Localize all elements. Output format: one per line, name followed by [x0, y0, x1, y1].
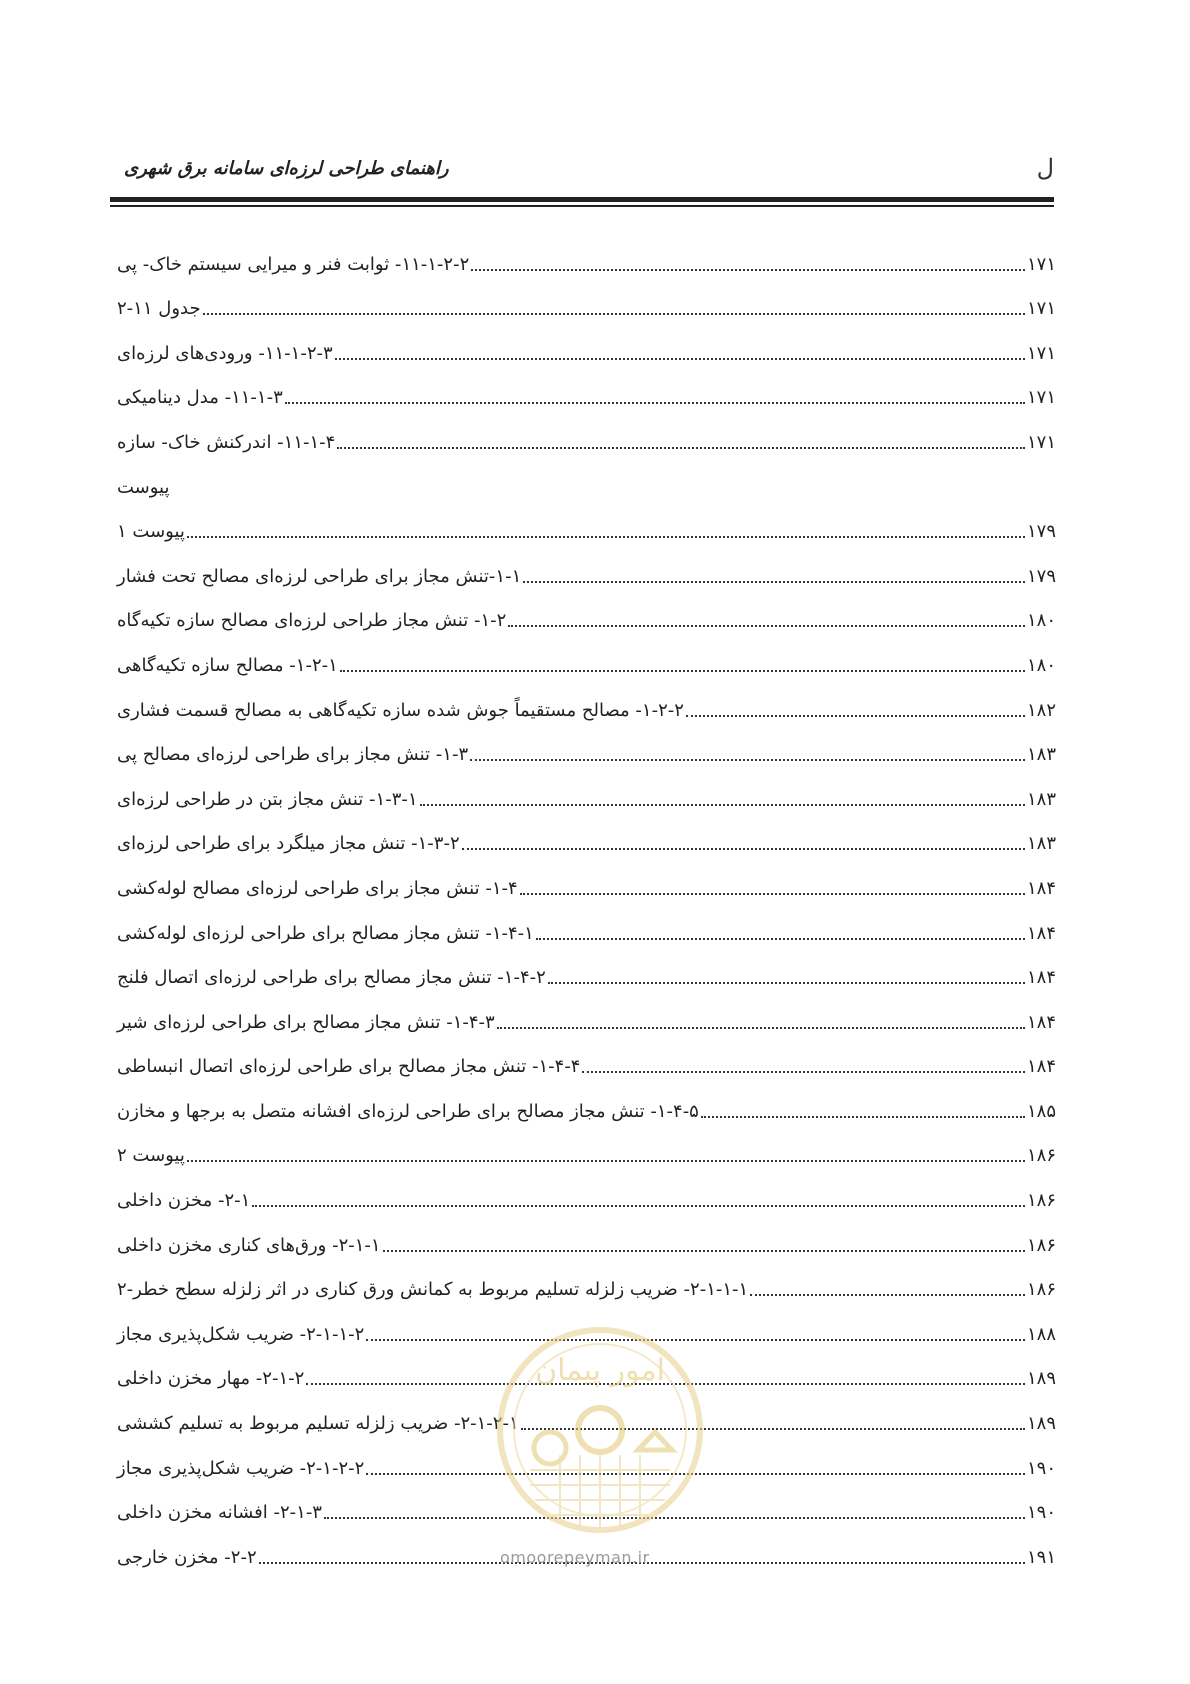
dot-leader [420, 804, 1025, 806]
toc-entry [115, 866, 1057, 911]
toc-entry-page: ۱۹۱ [1027, 1546, 1057, 1568]
toc-entry-title: ۲-۱-۲-۱- ضریب زلزله تسلیم مربوط به تسلیم کششی [117, 1413, 519, 1435]
dot-leader [187, 1160, 1025, 1162]
toc-entry [115, 331, 1057, 376]
toc-entry [115, 777, 1057, 822]
toc-entry-page: ۱۸۳ [1027, 788, 1057, 810]
dot-leader [203, 313, 1025, 315]
toc-entry-title: ۲-۱- مخزن داخلی [117, 1190, 251, 1212]
toc-entry [115, 420, 1057, 465]
toc-entry-title: ۲-۱-۱-۲- ضریب شکل‌پذیری مجاز [117, 1323, 365, 1345]
dot-leader [536, 938, 1025, 940]
toc-entry-page: ۱۹۰ [1027, 1502, 1057, 1524]
dot-leader [470, 759, 1025, 761]
dot-leader [366, 1473, 1025, 1475]
toc-entry-title: ۱-۳- تنش مجاز برای طراحی لرزه‌ای مصالح پی [117, 744, 469, 766]
toc-entry-page: ۱۸۳ [1027, 744, 1057, 766]
toc-entry-page: ۱۷۹ [1027, 521, 1057, 543]
toc-entry [115, 733, 1057, 778]
running-header [110, 154, 1054, 188]
toc-entry-page: ۱۷۱ [1027, 342, 1057, 364]
dot-leader [383, 1250, 1025, 1252]
toc-entry-page: ۱۸۰ [1027, 610, 1057, 632]
toc-entry [115, 242, 1057, 287]
toc-entry [115, 688, 1057, 733]
toc-entry-page: ۱۹۰ [1027, 1457, 1057, 1479]
toc-entry-title: ۱-۴-۲- تنش مجاز مصالح برای طراحی لرزه‌ای اتصال فلنج [117, 967, 546, 989]
toc-entry [115, 554, 1057, 599]
page-number-letter: ل [1036, 154, 1054, 182]
toc-entry [115, 1089, 1057, 1134]
toc-entry-title: پیوست ۱ [117, 521, 185, 543]
dot-leader [523, 581, 1025, 583]
dot-leader [324, 1517, 1025, 1519]
toc-entry [115, 1268, 1057, 1313]
toc-entry [115, 287, 1057, 332]
table-of-contents [115, 242, 1057, 1580]
book-title: راهنمای طراحی لرزه‌ای سامانه برق شهری [124, 158, 449, 179]
toc-entry-title: ۱۱-۱-۴- اندرکنش خاک- سازه [117, 431, 336, 453]
toc-entry [115, 1491, 1057, 1536]
toc-entry-page: ۱۷۱ [1027, 253, 1057, 275]
toc-entry-title: ۲-۱-۱- ورق‌های کناری مخزن داخلی [117, 1234, 381, 1256]
dot-leader [252, 1205, 1025, 1207]
dot-leader [306, 1383, 1025, 1385]
dot-leader [520, 893, 1025, 895]
dot-leader [366, 1339, 1025, 1341]
toc-entry-page: ۱۸۴ [1027, 877, 1057, 899]
toc-entry-page: ۱۸۹ [1027, 1413, 1057, 1435]
dot-leader [508, 625, 1025, 627]
toc-entry-page: ۱۷۱ [1027, 431, 1057, 453]
dot-leader [285, 402, 1025, 404]
toc-entry [115, 510, 1057, 555]
toc-entry [115, 376, 1057, 421]
toc-entry [115, 1134, 1057, 1179]
toc-entry-title: ۱۱-۱-۳- مدل دینامیکی [117, 387, 283, 409]
dot-leader [548, 982, 1025, 984]
dot-leader [335, 358, 1025, 360]
toc-entry [115, 956, 1057, 1001]
toc-entry-page: ۱۸۴ [1027, 967, 1057, 989]
dot-leader [521, 1428, 1025, 1430]
toc-entry-title: ۱-۴-۱- تنش مجاز مصالح برای طراحی لرزه‌ای لوله‌کشی [117, 922, 534, 944]
dot-leader [497, 1027, 1025, 1029]
toc-entry [115, 1000, 1057, 1045]
watermark-logo-text: امور پیمان [535, 1353, 665, 1388]
toc-entry-page: ۱۸۴ [1027, 1056, 1057, 1078]
toc-entry-page: ۱۸۲ [1027, 699, 1057, 721]
toc-entry-title: ۱-۴- تنش مجاز برای طراحی لرزه‌ای مصالح لوله‌کشی [117, 877, 518, 899]
toc-entry-page: ۱۸۳ [1027, 833, 1057, 855]
dot-leader [462, 848, 1025, 850]
toc-entry-page: ۱۷۹ [1027, 565, 1057, 587]
toc-entry-title: ۱-۴-۵- تنش مجاز مصالح برای طراحی لرزه‌ای افشانه متصل به برجها و مخازن [117, 1100, 699, 1122]
header-rule-thin [110, 205, 1054, 207]
toc-entry-title: ۱-۴-۳- تنش مجاز مصالح برای طراحی لرزه‌ای شیر [117, 1011, 495, 1033]
toc-entry-title: ۲-۲- مخزن خارجی [117, 1546, 257, 1568]
dot-leader [337, 447, 1025, 449]
dot-leader [701, 1116, 1025, 1118]
toc-entry-title: ۱-۲- تنش مجاز طراحی لرزه‌ای مصالح سازه تکیه‌گاه [117, 610, 507, 632]
header-rule-thick [110, 197, 1054, 202]
toc-entry-title: جدول ۱۱-۲ [117, 298, 201, 320]
toc-entry-title: ۱-۲-۱- مصالح سازه تکیه‌گاهی [117, 654, 338, 676]
toc-entry-title: ۲-۱-۲-۲- ضریب شکل‌پذیری مجاز [117, 1457, 365, 1479]
toc-entry-page: ۱۸۶ [1027, 1279, 1057, 1301]
toc-entry-page: ۱۸۰ [1027, 654, 1057, 676]
toc-entry-page: ۱۸۴ [1027, 1011, 1057, 1033]
toc-entry-title: ۲-۱-۳- افشانه مخزن داخلی [117, 1502, 322, 1524]
toc-entry [115, 1357, 1057, 1402]
toc-entry [115, 911, 1057, 956]
toc-entry-title: ۱-۲-۲- مصالح مستقیماً جوش شده سازه تکیه‌گاهی به مصالح قسمت فشاری [117, 699, 684, 721]
dot-leader [686, 715, 1025, 717]
toc-entry-page: ۱۸۹ [1027, 1368, 1057, 1390]
dot-leader [471, 269, 1025, 271]
toc-entry [115, 599, 1057, 644]
toc-entry-title: ۲-۱-۱-۱- ضریب زلزله تسلیم مربوط به کمانش ورق کناری در اثر زلزله سطح خطر-۲ [117, 1279, 749, 1301]
toc-entry-page: ۱۸۶ [1027, 1145, 1057, 1167]
toc-entry [115, 1223, 1057, 1268]
toc-entry-page: ۱۸۵ [1027, 1100, 1057, 1122]
toc-entry-page: ۱۷۱ [1027, 298, 1057, 320]
toc-entry [115, 1446, 1057, 1491]
toc-entry [115, 1045, 1057, 1090]
toc-entry-title: پیوست [117, 476, 170, 498]
toc-entry-title: ۱-۱-تنش مجاز برای طراحی لرزه‌ای مصالح تحت فشار [117, 565, 522, 587]
toc-entry-page: ۱۸۴ [1027, 922, 1057, 944]
toc-entry [115, 1312, 1057, 1357]
dot-leader [582, 1071, 1025, 1073]
toc-entry-page: ۱۷۱ [1027, 387, 1057, 409]
dot-leader [750, 1294, 1025, 1296]
toc-entry-page: ۱۸۸ [1027, 1323, 1057, 1345]
toc-entry-title: ۱-۳-۲- تنش مجاز میلگرد برای طراحی لرزه‌ای [117, 833, 460, 855]
toc-entry [115, 1178, 1057, 1223]
toc-entry-title: ۱۱-۱-۲-۳- ورودی‌های لرزه‌ای [117, 342, 333, 364]
toc-entry [115, 643, 1057, 688]
dot-leader [340, 670, 1025, 672]
toc-entry-title: ۱-۴-۴- تنش مجاز مصالح برای طراحی لرزه‌ای اتصال انبساطی [117, 1056, 581, 1078]
toc-entry [115, 465, 1057, 510]
toc-entry-title: ۱-۳-۱- تنش مجاز بتن در طراحی لرزه‌ای [117, 788, 418, 810]
dot-leader [187, 536, 1025, 538]
toc-entry-page: ۱۸۶ [1027, 1190, 1057, 1212]
toc-entry [115, 1401, 1057, 1446]
toc-entry-title: ۱۱-۱-۲-۲- ثوابت فنر و میرایی سیستم خاک- پی [117, 253, 470, 275]
toc-entry-title: پیوست ۲ [117, 1145, 185, 1167]
watermark-url: omoorepeyman.ir [500, 1548, 650, 1567]
toc-entry [115, 822, 1057, 867]
toc-entry-title: ۲-۱-۲- مهار مخزن داخلی [117, 1368, 305, 1390]
toc-entry-page: ۱۸۶ [1027, 1234, 1057, 1256]
